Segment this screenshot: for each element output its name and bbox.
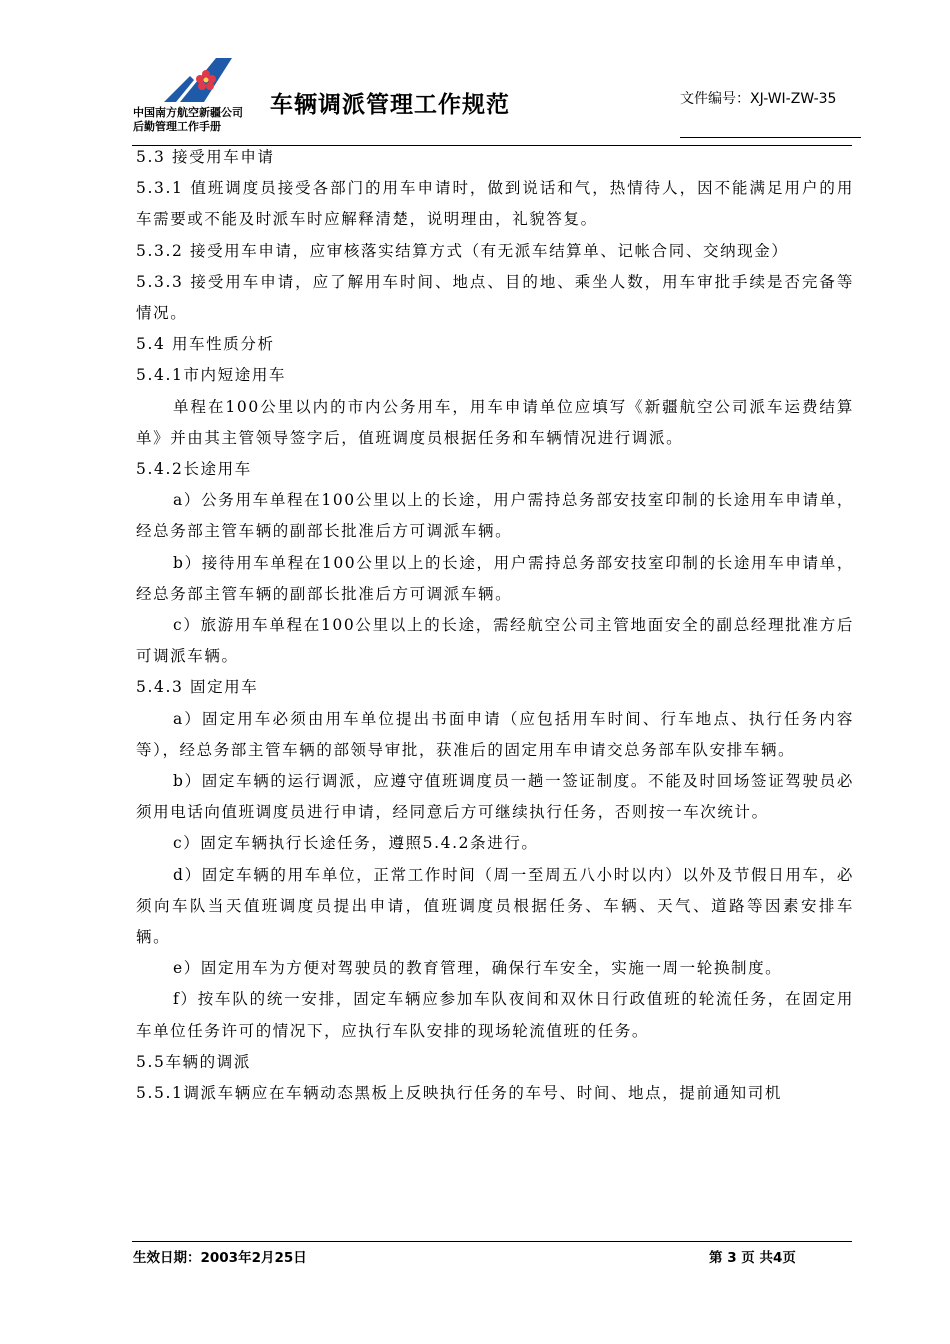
body-paragraph: 5.5.1调派车辆应在车辆动态黑板上反映执行任务的车号、时间、地点，提前通知司机 — [136, 1084, 782, 1103]
document-body — [136, 142, 854, 1109]
body-paragraph: f）按车队的统一安排，固定车辆应参加车队夜间和双休日行政值班的轮流任务，在固定用车单位任务许可的情况下，应执行车队安排的现场轮流值班的任务。 — [136, 990, 854, 1040]
company-line-2: 后勤管理工作手册 — [133, 120, 221, 133]
body-paragraph: d）固定车辆的用车单位，正常工作时间（周一至周五八小时以内）以外及节假日用车，必须向车队当天值班调度员提出申请，值班调度员根据任务、车辆、天气、道路等因素安排车辆。 — [136, 865, 854, 947]
body-paragraph: 5.3.2 接受用车申请，应审核落实结算方式（有无派车结算单、记帐合同、交纳现金） — [136, 241, 789, 260]
kapok-flower-logo-icon — [160, 56, 234, 104]
body-paragraph: 5.5车辆的调派 — [136, 1052, 251, 1071]
body-paragraph: 5.4.1市内短途用车 — [136, 366, 287, 385]
body-paragraph: a）固定用车必须由用车单位提出书面申请（应包括用车时间、行车地点、执行任务内容等），经总务部主管车辆的部领导审批，获准后的固定用车申请交总务部车队安排车辆。 — [136, 709, 854, 759]
body-paragraph: 5.3.1 值班调度员接受各部门的用车申请时，做到说话和气，热情待人，因不能满足用户的用车需要或不能及时派车时应解释清楚，说明理由，礼貌答复。 — [136, 179, 854, 229]
doc-number-underline — [680, 137, 861, 138]
document-number: 文件编号：XJ-WI-ZW-35 — [680, 91, 837, 107]
document-title: 车辆调派管理工作规范 — [270, 92, 510, 118]
body-paragraph: 5.3 接受用车申请 — [136, 148, 275, 166]
effective-date: 生效日期：2003年2月25日 — [133, 1250, 307, 1266]
body-paragraph: a）公务用车单程在100公里以上的长途，用户需持总务部安技室印制的长途用车申请单，经总务部主管车辆的副部长批准后方可调派车辆。 — [136, 491, 854, 541]
body-paragraph: 单程在100公里以内的市内公务用车，用车申请单位应填写《新疆航空公司派车运费结算单》并由其主管领导签字后，值班调度员根据任务和车辆情况进行调派。 — [136, 397, 854, 447]
body-paragraph: c）固定车辆执行长途任务，遵照5.4.2条进行。 — [173, 834, 539, 853]
body-paragraph: 5.3.3 接受用车申请，应了解用车时间、地点、目的地、乘坐人数，用车审批手续是否完备等情况。 — [136, 272, 854, 323]
body-paragraph: 5.4 用车性质分析 — [136, 335, 275, 354]
body-paragraph: b）接待用车单程在100公里以上的长途，用户需持总务部安技室印制的长途用车申请单，经总务部主管车辆的副部长批准后方可调派车辆。 — [136, 553, 854, 603]
body-paragraph: 5.4.3 固定用车 — [136, 678, 259, 697]
company-line-1: 中国南方航空新疆公司 — [133, 106, 243, 119]
page-info: 第 3 页 共4页 — [709, 1250, 796, 1266]
company-name — [133, 106, 263, 134]
footer-divider — [132, 1241, 852, 1242]
body-paragraph: e）固定用车为方便对驾驶员的教育管理，确保行车安全，实施一周一轮换制度。 — [173, 959, 783, 978]
body-paragraph: c）旅游用车单程在100公里以上的长途，需经航空公司主管地面安全的副总经理批准方后可调派车辆。 — [136, 616, 854, 666]
body-paragraph: 5.4.2长途用车 — [136, 460, 252, 479]
body-paragraph: b）固定车辆的运行调派，应遵守值班调度员一趟一签证制度。不能及时回场签证驾驶员必须用电话向值班调度员进行申请，经同意后方可继续执行任务，否则按一车次统计。 — [136, 772, 854, 822]
